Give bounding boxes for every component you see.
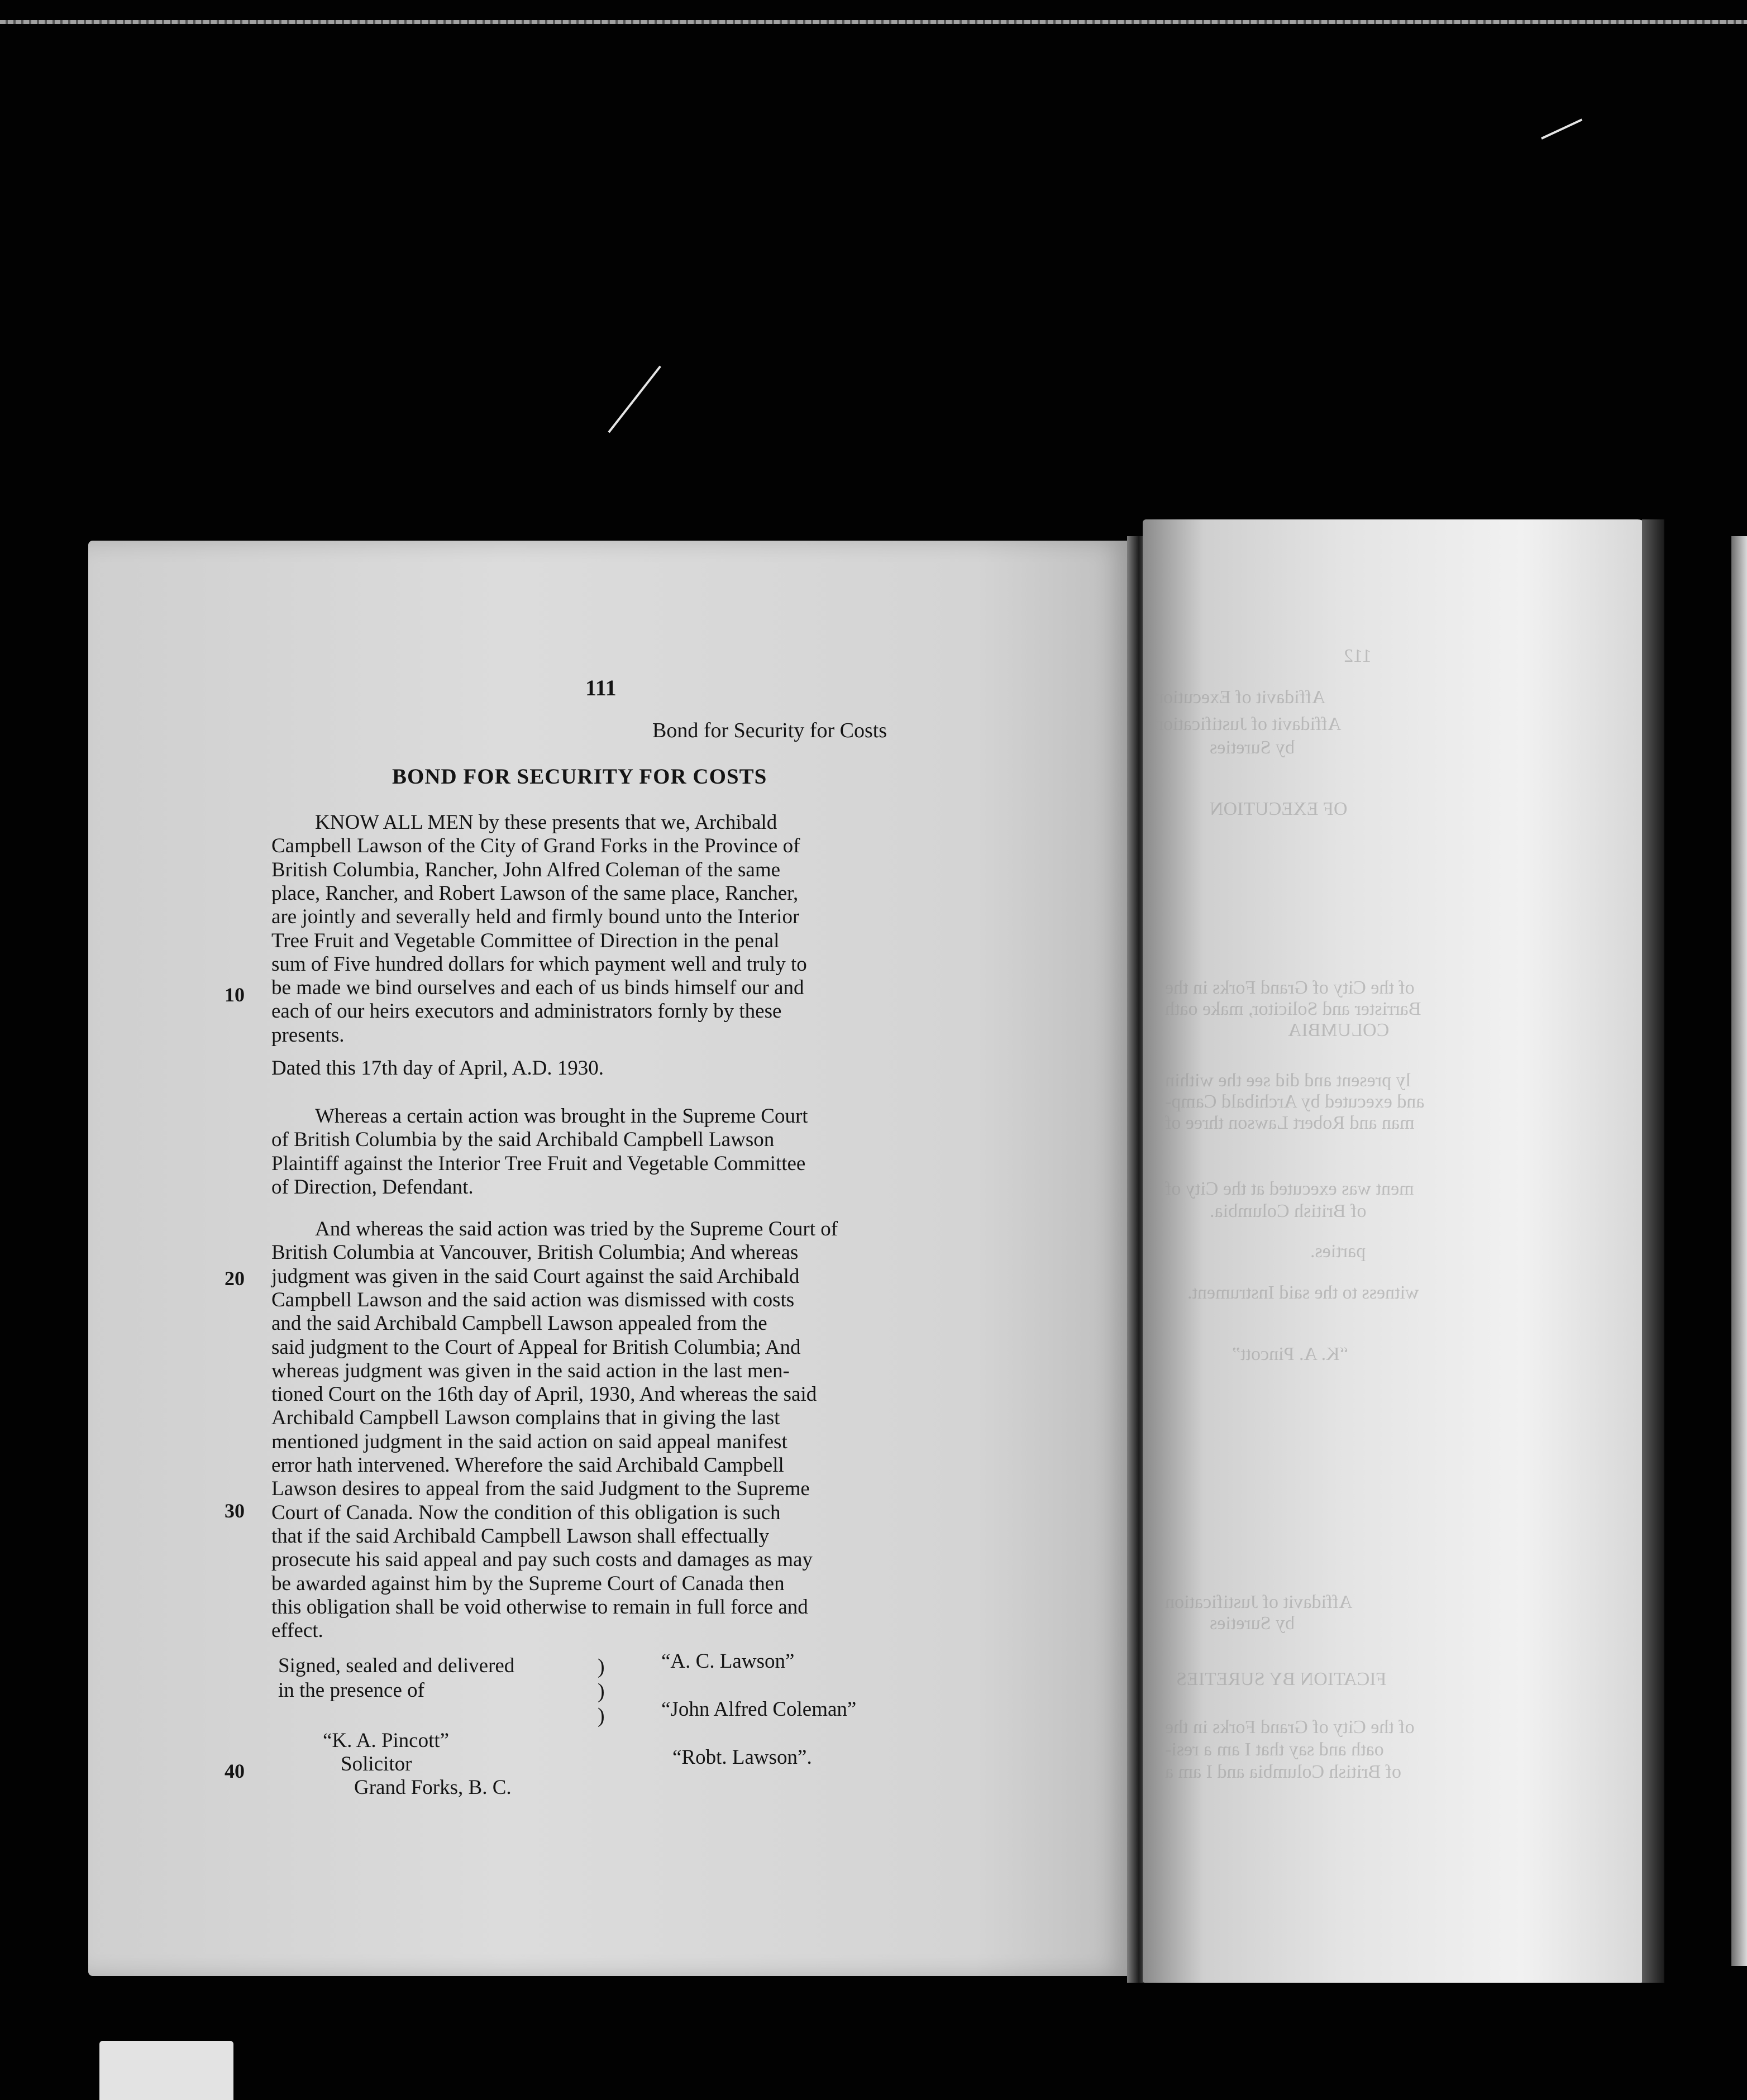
witness-line: in the presence of	[278, 1679, 424, 1702]
bracket: )	[598, 1655, 605, 1678]
body-text-line: of Direction, Defendant.	[271, 1175, 474, 1199]
body-text-line: British Columbia, Rancher, John Alfred Coleman of the same	[271, 858, 781, 881]
showthrough-text: of the City of Grand Forks in the	[1165, 977, 1415, 998]
body-text-line: Court of Canada. Now the condition of this obligation is such	[271, 1501, 781, 1524]
body-text-line: tioned Court on the 16th day of April, 1930, And whereas the said	[271, 1383, 817, 1406]
showthrough-text: witness to the said Instrument.	[1187, 1282, 1419, 1303]
page-edge	[1642, 519, 1664, 1983]
line-number: 20	[225, 1267, 245, 1290]
showthrough-text: ment was executed at the City of	[1165, 1178, 1414, 1199]
showthrough-text: “K. A. Pincott”	[1232, 1344, 1348, 1364]
showthrough-text: COLUMBIA	[1288, 1020, 1390, 1041]
witness-title: Solicitor	[341, 1753, 412, 1776]
showthrough-text: Affidavit of Justification	[1154, 714, 1342, 734]
body-text-line: said judgment to the Court of Appeal for British Columbia; And	[271, 1335, 801, 1359]
showthrough-text: of the City of Grand Forks in the	[1165, 1717, 1415, 1738]
showthrough-text: of British Columbia and I am a	[1165, 1762, 1402, 1782]
body-text-line: Plaintiff against the Interior Tree Fruit and Vegetable Committee	[271, 1152, 806, 1175]
scan-tab	[99, 2041, 233, 2100]
signatory-name: “John Alfred Coleman”	[661, 1698, 857, 1721]
body-text-line: Campbell Lawson of the City of Grand Forks in the Province of	[271, 834, 800, 858]
showthrough-text: by Sureties	[1210, 1613, 1295, 1634]
witness-line: Signed, sealed and delivered	[278, 1654, 515, 1677]
body-text-line: be made we bind ourselves and each of us binds himself our and	[271, 976, 804, 1000]
body-text-line: each of our heirs executors and administrators fornly by these	[271, 1000, 782, 1023]
body-text-line: Lawson desires to appeal from the said Judgment to the Supreme	[271, 1477, 810, 1501]
body-text-line: of British Columbia by the said Archibald Campbell Lawson	[271, 1128, 775, 1152]
body-text-line: Dated this 17th day of April, A.D. 1930.	[271, 1057, 604, 1080]
body-text-line: effect.	[271, 1619, 323, 1643]
witness-place: Grand Forks, B. C.	[354, 1776, 512, 1799]
body-text-line: be awarded against him by the Supreme Court of Canada then	[271, 1572, 785, 1595]
showthrough-text: of British Columbia.	[1210, 1201, 1367, 1221]
showthrough-text: OF EXECUTION	[1210, 799, 1348, 819]
line-number: 40	[225, 1760, 245, 1782]
showthrough-text: Affidavit of Execution	[1154, 687, 1326, 708]
body-text-line: And whereas the said action was tried by the Supreme Court of	[315, 1218, 838, 1240]
next-page-edge	[1731, 536, 1747, 1966]
scratch-mark	[608, 366, 661, 433]
scratch-mark	[1541, 118, 1582, 139]
body-text-line: and the said Archibald Campbell Lawson appealed from the	[271, 1312, 767, 1335]
showthrough-text: oath and say that I am a resi-	[1165, 1739, 1384, 1760]
body-text-line: error hath intervened. Wherefore the said Archibald Campbell	[271, 1454, 784, 1477]
scan-top-border	[0, 20, 1747, 24]
left-page	[88, 541, 1133, 1976]
body-text-line: Tree Fruit and Vegetable Committee of Direction in the penal	[271, 929, 780, 952]
facing-page	[1143, 519, 1649, 1983]
body-text-line: whereas judgment was given in the said action in the last men-	[271, 1359, 790, 1382]
body-text-line: Whereas a certain action was brought in the Supreme Court	[315, 1105, 808, 1128]
body-text-line: are jointly and severally held and firmly bound unto the Interior	[271, 905, 800, 929]
showthrough-text: Barrister and Solicitor, make oath	[1165, 999, 1421, 1019]
body-text-line: Archibald Campbell Lawson complains that in giving the last	[271, 1406, 780, 1430]
body-text-line: KNOW ALL MEN by these presents that we, Archibald	[315, 811, 777, 834]
showthrough-text: 112	[1344, 646, 1372, 666]
witness-name: “K. A. Pincott”	[323, 1729, 450, 1752]
body-text-line: Campbell Lawson and the said action was dismissed with costs	[271, 1288, 795, 1311]
showthrough-text: by Sureties	[1210, 737, 1295, 758]
body-text-line: this obligation shall be void otherwise to remain in full force and	[271, 1595, 808, 1619]
showthrough-text: ly present and did see the within	[1165, 1070, 1411, 1091]
body-text-line: judgment was given in the said Court against the said Archibald	[271, 1264, 800, 1288]
body-text-line: sum of Five hundred dollars for which payment well and truly to	[271, 952, 807, 976]
showthrough-text: Affidavit of Justification	[1165, 1592, 1353, 1612]
body-text-line: presents.	[271, 1023, 345, 1047]
body-text-line: mentioned judgment in the said action on said appeal manifest	[271, 1430, 787, 1453]
signatory-name: “Robt. Lawson”.	[672, 1746, 812, 1769]
showthrough-text: FICATION BY SURETIES	[1176, 1669, 1387, 1689]
running-header: Bond for Security for Costs	[652, 719, 887, 742]
showthrough-text: parties.	[1310, 1241, 1366, 1262]
bracket: )	[598, 1704, 605, 1727]
line-number: 30	[225, 1500, 245, 1522]
page-number: 111	[585, 675, 617, 700]
line-number: 10	[225, 984, 245, 1006]
document-heading: BOND FOR SECURITY FOR COSTS	[392, 765, 767, 789]
body-text-line: that if the said Archibald Campbell Lawson shall effectually	[271, 1524, 770, 1548]
body-text-line: prosecute his said appeal and pay such costs and damages as may	[271, 1548, 813, 1572]
body-text-line: place, Rancher, and Robert Lawson of the same place, Rancher,	[271, 881, 799, 905]
showthrough-text: and executed by Archibald Camp-	[1165, 1091, 1425, 1112]
showthrough-text: man and Robert Lawson three of	[1165, 1113, 1415, 1133]
body-text-line: British Columbia at Vancouver, British Columbia; And whereas	[271, 1241, 799, 1264]
signatory-name: “A. C. Lawson”	[661, 1650, 795, 1673]
bracket: )	[598, 1679, 605, 1703]
